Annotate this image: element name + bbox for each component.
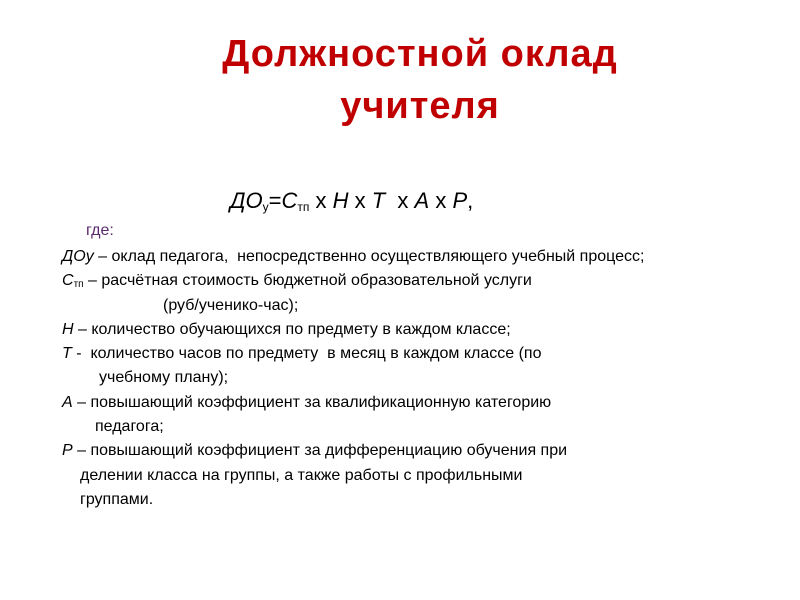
formula-h: Н: [332, 188, 349, 213]
formula-times-3: х: [385, 188, 415, 213]
definition-p-cont-1: делении класса на группы, а также работы с профильными: [80, 466, 523, 484]
slide-title: [0, 28, 800, 132]
definitions-list: [62, 245, 800, 512]
formula-end: ,: [467, 188, 474, 213]
where-label: где:: [86, 222, 114, 239]
definition-p-cont-2: группами.: [80, 490, 154, 508]
definition-t-cont: учебному плану);: [99, 369, 229, 387]
definition-p: [62, 439, 800, 463]
formula-a: А: [414, 188, 430, 213]
definition-t: [62, 342, 800, 366]
term-ctp: С: [62, 272, 74, 290]
term-p: Р: [62, 442, 73, 460]
text-a: – повышающий коэффициент за квалификационную категорию: [72, 393, 552, 411]
formula-times-2: х: [348, 188, 372, 213]
salary-formula: [230, 186, 473, 222]
formula-equals: =: [268, 188, 282, 213]
formula-c-sub: тп: [297, 200, 310, 214]
term-dou: ДОу: [62, 248, 94, 265]
definition-a-cont: педагога;: [95, 418, 164, 436]
formula-times-1: х: [309, 188, 333, 213]
title-line-2: учителя: [340, 85, 500, 127]
definition-ctp-cont: (руб/ученико-час);: [163, 296, 299, 314]
definition-h: [62, 318, 800, 342]
formula-t: Т: [371, 188, 386, 213]
formula-lhs: ДО: [230, 188, 263, 213]
definition-a: [62, 391, 800, 415]
definition-dou: [62, 245, 800, 269]
formula-lhs-sub: у: [262, 200, 269, 214]
text-dou: – оклад педагога, непосредственно осуществляющего учебный процесс;: [93, 248, 645, 265]
definition-ctp: [62, 269, 800, 293]
term-h: Н: [62, 320, 74, 338]
term-a: А: [62, 393, 73, 411]
formula-times-4: х: [429, 188, 453, 213]
text-t: - количество часов по предмету в месяц в каждом классе (по: [71, 345, 542, 363]
formula-p: Р: [452, 188, 468, 213]
term-t: Т: [62, 345, 72, 363]
text-p: – повышающий коэффициент за дифференциацию обучения при: [72, 442, 568, 460]
text-h: – количество обучающихся по предмету в каждом классе;: [73, 320, 511, 338]
term-ctp-sub: тп: [73, 279, 84, 291]
formula-c: С: [281, 188, 298, 213]
text-ctp: – расчётная стоимость бюджетной образовательной услуги: [83, 272, 532, 290]
title-line-1: Должностной оклад: [222, 33, 618, 75]
